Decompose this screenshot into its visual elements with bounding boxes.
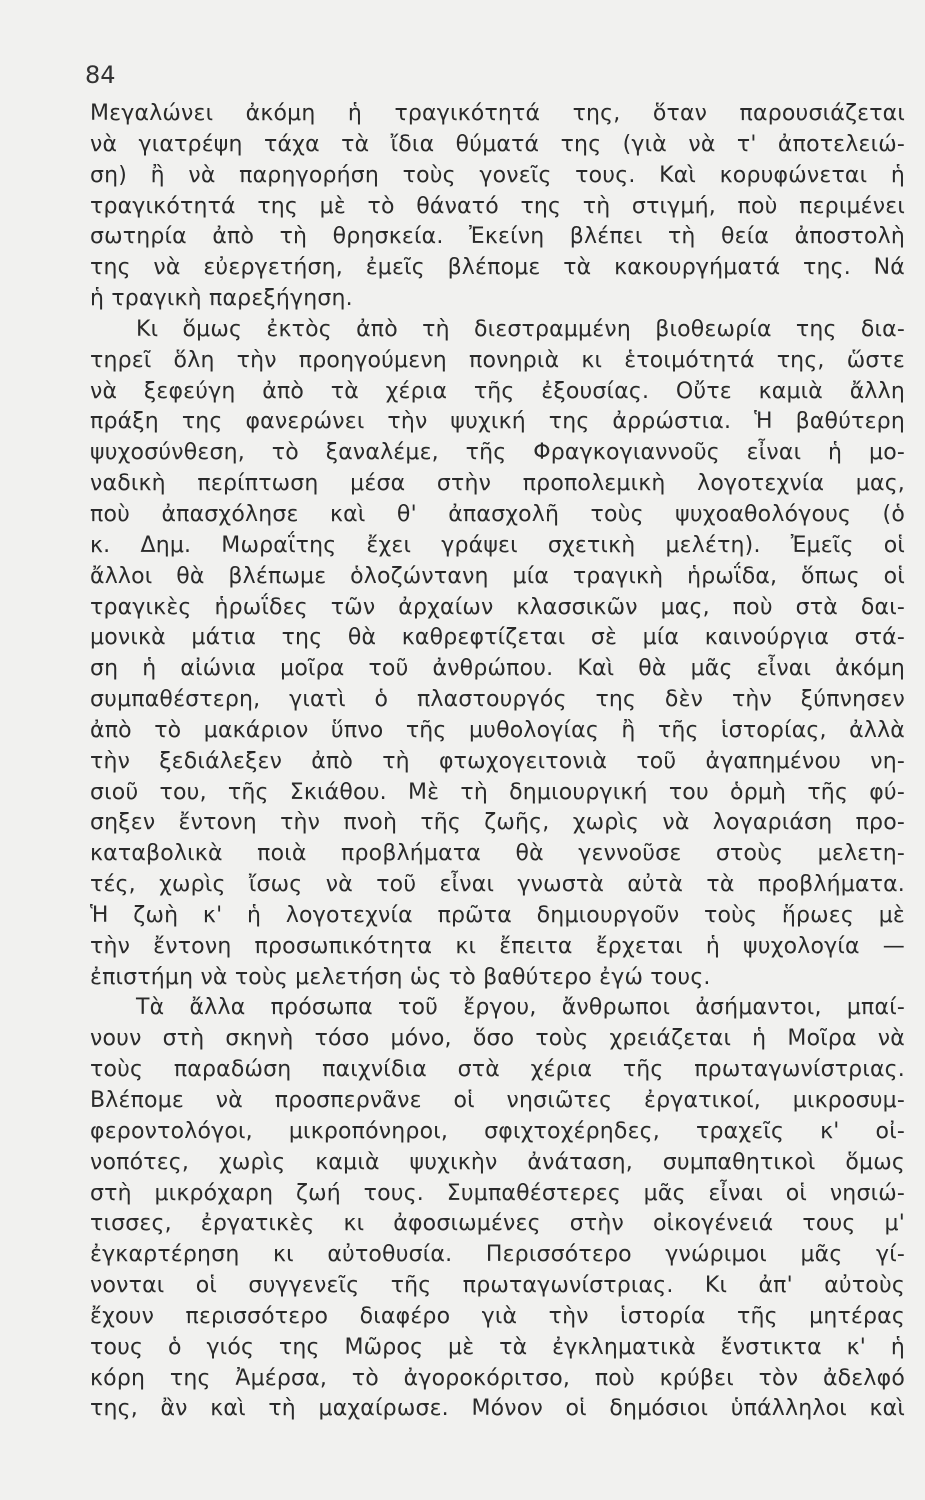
text-line: νὰ ξεφεύγη ἀπὸ τὰ χέρια τῆς ἐξουσίας. Οὔτε καμιὰ ἄλλη [90,378,905,404]
text-line: ναδικὴ περίπτωση μέσα στὴν προπολεμικὴ λογοτεχνία μας, [90,471,905,497]
text-line: κ. Δημ. Μωραΐτης ἔχει γράψει σχετικὴ μελέτη). Ἐμεῖς οἱ [90,532,905,558]
text-line: ση) ἢ νὰ παρηγορήση τοὺς γονεῖς τους. Καὶ κορυφώνεται ἡ [90,162,905,188]
text-line: νοπότες, χωρὶς καμιὰ ψυχικὴν ἀνάταση, συμπαθητικοὶ ὅμως [90,1149,905,1175]
text-line: τές, χωρὶς ἴσως νὰ τοῦ εἶναι γνωστὰ αὐτὰ τὰ προβλήματα. [90,872,905,898]
text-body [90,99,905,1425]
text-line: καταβολικὰ ποιὰ προβλήματα θὰ γεννοῦσε στοὺς μελετη- [90,841,905,867]
text-line: κόρη της Ἀμέρσα, τὸ ἀγοροκόριτσο, ποὺ κρύβει τὸν ἀδελφό [90,1365,905,1391]
text-line: Τὰ ἄλλα πρόσωπα τοῦ ἔργου, ἄνθρωποι ἀσήμαντοι, μπαί- [136,995,905,1021]
text-line: τισσες, ἐργατικὲς κι ἀφοσιωμένες στὴν οἰκογένειά τους μ' [90,1211,905,1237]
text-line: τὴν ἔντονη προσωπικότητα κι ἔπειτα ἔρχεται ἡ ψυχολογία — [90,933,905,959]
text-line: της νὰ εὐεργετήση, ἐμεῖς βλέπομε τὰ κακουργήματά της. Νά [90,255,905,281]
text-line: σιοῦ του, τῆς Σκιάθου. Μὲ τὴ δημιουργική του ὁρμὴ τῆς φύ- [90,779,905,805]
text-line: τραγικότητά της μὲ τὸ θάνατό της τὴ στιγμή, ποὺ περιμένει [90,193,905,219]
text-line: Ἡ ζωὴ κ' ἡ λογοτεχνία πρῶτα δημιουργοῦν τοὺς ἥρωες μὲ [90,902,905,928]
text-line: ἡ τραγικὴ παρεξήγηση. [90,286,353,312]
text-line: τους ὁ γιός της Μῶρος μὲ τὰ ἐγκληματικὰ ἔνστικτα κ' ἡ [90,1334,905,1360]
text-line: φεροντολόγοι, μικροπόνηροι, σφιχτοχέρηδες, τραχεῖς κ' οἰ- [90,1118,905,1144]
text-line: συμπαθέστερη, γιατὶ ὁ πλαστουργός της δὲν τὴν ξύπνησεν [90,687,905,713]
text-line: ἄλλοι θὰ βλέπωμε ὁλοζώντανη μία τραγικὴ ἡρωΐδα, ὅπως οἱ [90,563,905,589]
text-line: νὰ γιατρέψη τάχα τὰ ἴδια θύματά της (γιὰ νὰ τ' ἀποτελειώ- [90,131,905,157]
text-line: ἐγκαρτέρηση κι αὐτοθυσία. Περισσότερο γνώριμοι μᾶς γί- [90,1242,905,1268]
text-line: στὴ μικρόχαρη ζωή τους. Συμπαθέστερες μᾶς εἶναι οἱ νησιώ- [90,1180,905,1206]
text-line: της, ἂν καὶ τὴ μαχαίρωσε. Μόνον οἱ δημόσιοι ὑπάλληλοι καὶ [90,1396,905,1422]
text-line: Βλέπομε νὰ προσπερνᾶνε οἱ νησιῶτες ἐργατικοί, μικροσυμ- [90,1088,905,1113]
text-line: ἀπὸ τὸ μακάριον ὕπνο τῆς μυθολογίας ἢ τῆς ἱστορίας, ἀλλὰ [90,717,905,743]
text-line: νονται οἱ συγγενεῖς τῆς πρωταγωνίστριας. Κι ἀπ' αὐτοὺς [90,1273,905,1299]
text-line: ποὺ ἀπασχόλησε καὶ θ' ἀπασχολῆ τοὺς ψυχοαθολόγους (ὁ [90,501,905,527]
text-line: πράξη της φανερώνει τὴν ψυχική της ἀρρώστια. Ἡ βαθύτερη [90,409,905,435]
text-line: σηξεν ἔντονη τὴν πνοὴ τῆς ζωῆς, χωρὶς νὰ λογαριάση προ- [90,810,905,836]
text-line: τηρεῖ ὅλη τὴν προηγούμενη πονηριὰ κι ἑτοιμότητά της, ὥστε [90,347,905,373]
text-line: σωτηρία ἀπὸ τὴ θρησκεία. Ἐκείνη βλέπει τὴ θεία ἀποστολὴ [90,224,905,250]
text-line: ση ἡ αἰώνια μοῖρα τοῦ ἀνθρώπου. Καὶ θὰ μᾶς εἶναι ἀκόμη [90,656,905,682]
text-line: ἐπιστήμη νὰ τοὺς μελετήση ὡς τὸ βαθύτερο ἐγώ τους. [90,964,711,990]
text-line: τὴν ξεδιάλεξεν ἀπὸ τὴ φτωχογειτονιὰ τοῦ ἀγαπημένου νη- [90,748,905,774]
text-line: ἔχουν περισσότερο διαφέρο γιὰ τὴν ἱστορία τῆς μητέρας [90,1303,905,1329]
text-line: τραγικὲς ἡρωΐδες τῶν ἀρχαίων κλασσικῶν μας, ποὺ στὰ δαι- [90,594,905,620]
text-line: ψυχοσύνθεση, τὸ ξαναλέμε, τῆς Φραγκογιαννοῦς εἶναι ἡ μο- [90,440,905,466]
page-number: 84 [85,61,116,89]
text-line: μονικὰ μάτια της θὰ καθρεφτίζεται σὲ μία καινούργια στά- [90,625,905,651]
text-line: Κι ὅμως ἐκτὸς ἀπὸ τὴ διεστραμμένη βιοθεωρία της δια- [136,316,905,342]
text-line: νουν στὴ σκηνὴ τόσο μόνο, ὅσο τοὺς χρειάζεται ἡ Μοῖρα νὰ [90,1026,905,1052]
text-line: τοὺς παραδώση παιχνίδια στὰ χέρια τῆς πρωταγωνίστριας. [90,1057,905,1083]
text-line: Μεγαλώνει ἀκόμη ἡ τραγικότητά της, ὅταν παρουσιάζεται [90,101,905,126]
